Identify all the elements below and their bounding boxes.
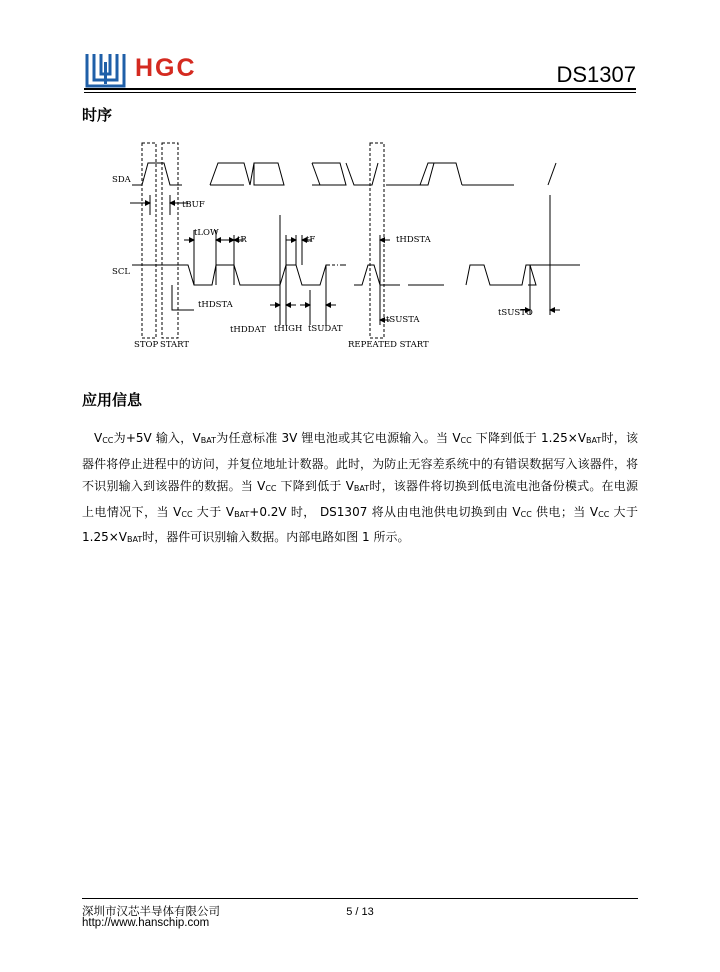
scl-label: SCL (112, 267, 130, 277)
t-r-label: tR (237, 235, 247, 245)
repeated-start-label: REPEATED START (348, 340, 429, 350)
t-susta-label: tSUSTA (386, 315, 420, 325)
model-number: DS1307 (556, 62, 636, 87)
sda-label: SDA (112, 175, 131, 185)
t-susto-label: tSUSTO (498, 308, 533, 318)
t-hddat-label: tHDDAT (230, 325, 266, 335)
t-f-label: tF (306, 235, 316, 245)
footer-rule (82, 898, 638, 899)
header-rule-thin (84, 92, 636, 93)
t-sudat-label: tSUDAT (308, 324, 343, 334)
stop-label: STOP (134, 340, 159, 350)
brand-name: HGC (135, 54, 197, 82)
page-number: 5 / 13 (346, 906, 374, 918)
section-title-application: 应用信息 (82, 391, 143, 409)
application-paragraph: $V_{CC}$为+5V 输入，$V_{BAT}$为任意标准 3V 锂电池或其它电源输入。当 $V_{CC}$ 下降到低于 $1.25\times V_{BAT}$时，该器件将停止进程中的访问，并复位地址计数器。此时，为防止无容差系统中的有错误数据写入该器件，将不识别输入到该器件的数据。当 $V_{CC}$ 下降到低于 $V_{BAT}$时，该器件将切换到低电流电池备份模式。在电源上电情况下，当 $V_{CC}$ 大于 $V_{BAT}+0.2V$ 时， DS1307 将从由电池供电切换到由 $V_{CC}$ 供电；当 $V_{CC}$ 大于 $1.25\times V_{BAT}$时，器件可识别输入数据。内部电路如图 1 所示。 (82, 431, 638, 544)
header-rule (84, 88, 636, 90)
t-hdsta-top-label: tHDSTA (396, 235, 431, 245)
start-label: START (160, 340, 190, 350)
footer-url[interactable]: http://www.hanschip.com (82, 917, 210, 929)
t-high-label: tHIGH (274, 324, 303, 334)
i2c-timing-diagram (110, 135, 590, 350)
t-low-label: tLOW (194, 228, 219, 238)
t-buf-label: tBUF (182, 200, 205, 210)
footer-company: 深圳市汉芯半导体有限公司 (82, 904, 220, 918)
t-hdsta-bottom-label: tHDSTA (198, 300, 233, 310)
section-title-timing: 时序 (82, 106, 113, 124)
